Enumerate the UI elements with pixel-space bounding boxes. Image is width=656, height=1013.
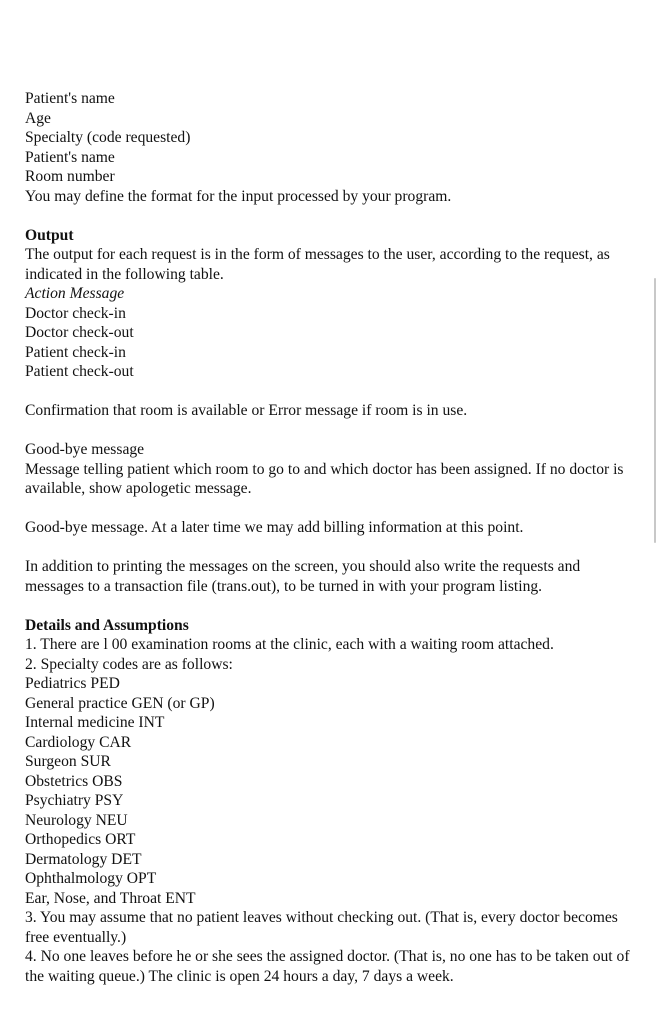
- specialty-item: Neurology NEU: [25, 811, 128, 829]
- specialty-item: Obstetrics OBS: [25, 772, 123, 790]
- output-heading: Output: [25, 226, 74, 244]
- action-item: Doctor check-out: [25, 324, 134, 341]
- document-page: [25, 89, 637, 986]
- specialty-code-list: [25, 674, 637, 908]
- specialty-item: Psychiatry PSY: [25, 792, 124, 809]
- input-field-line: Room number: [25, 168, 115, 185]
- message-doctor-checkin: Confirmation that room is available or Error message if room is in use.: [25, 402, 468, 419]
- input-field-line: Patient's name: [25, 148, 115, 166]
- specialty-item: Internal medicine INT: [25, 714, 165, 731]
- specialty-item: Ophthalmology OPT: [25, 870, 157, 887]
- input-fields-list: [25, 89, 637, 206]
- action-message-table-header: Action Message: [25, 285, 125, 302]
- details-item-2: 2. Specialty codes are as follows:: [25, 655, 233, 673]
- input-field-line: Patient's name: [25, 90, 115, 107]
- specialty-item: Dermatology DET: [25, 850, 142, 868]
- message-patient-checkout: Good-bye message. At a later time we may add billing information at this point.: [25, 519, 524, 536]
- action-item: Doctor check-in: [25, 304, 126, 322]
- transaction-file-note: In addition to printing the messages on the screen, you should also write the requests and messages to a transaction file (trans.out), to be turned in with your program listing.: [25, 558, 581, 595]
- output-intro: The output for each request is in the form of messages to the user, according to the request, as indicated in the following table.: [25, 246, 610, 283]
- spacer: [25, 499, 637, 519]
- action-item: Patient check-in: [25, 343, 126, 361]
- output-section: [25, 226, 637, 597]
- spacer: [25, 538, 637, 558]
- specialty-item: Cardiology CAR: [25, 733, 132, 751]
- input-field-line: Age: [25, 109, 51, 127]
- message-doctor-checkout: Good-bye message: [25, 441, 145, 458]
- specialty-item: Surgeon SUR: [25, 753, 111, 770]
- action-item: Patient check-out: [25, 363, 134, 380]
- details-item-1: 1. There are l 00 examination rooms at the clinic, each with a waiting room attached.: [25, 636, 554, 653]
- specialty-item: Orthopedics ORT: [25, 831, 136, 848]
- details-section: [25, 616, 637, 987]
- details-item-3: 3. You may assume that no patient leaves without checking out. (That is, every doctor becomes free eventually.): [25, 909, 618, 946]
- specialty-item: Ear, Nose, and Throat ENT: [25, 889, 196, 907]
- spacer: [25, 596, 637, 616]
- input-field-line: Specialty (code requested): [25, 129, 191, 146]
- spacer: [25, 206, 637, 226]
- details-heading: Details and Assumptions: [25, 616, 189, 634]
- details-item-4: 4. No one leaves before he or she sees the assigned doctor. (That is, no one has to be taken out of the waiting queue.) The clinic is open 24 hours a day, 7 days a week.: [25, 948, 630, 985]
- specialty-item: Pediatrics PED: [25, 675, 120, 692]
- specialty-item: General practice GEN (or GP): [25, 694, 215, 712]
- input-format-note: You may define the format for the input processed by your program.: [25, 187, 452, 205]
- message-patient-checkin: Message telling patient which room to go to and which doctor has been assigned. If no doctor is available, show apologetic message.: [25, 460, 624, 497]
- spacer: [25, 421, 637, 441]
- spacer: [25, 382, 637, 402]
